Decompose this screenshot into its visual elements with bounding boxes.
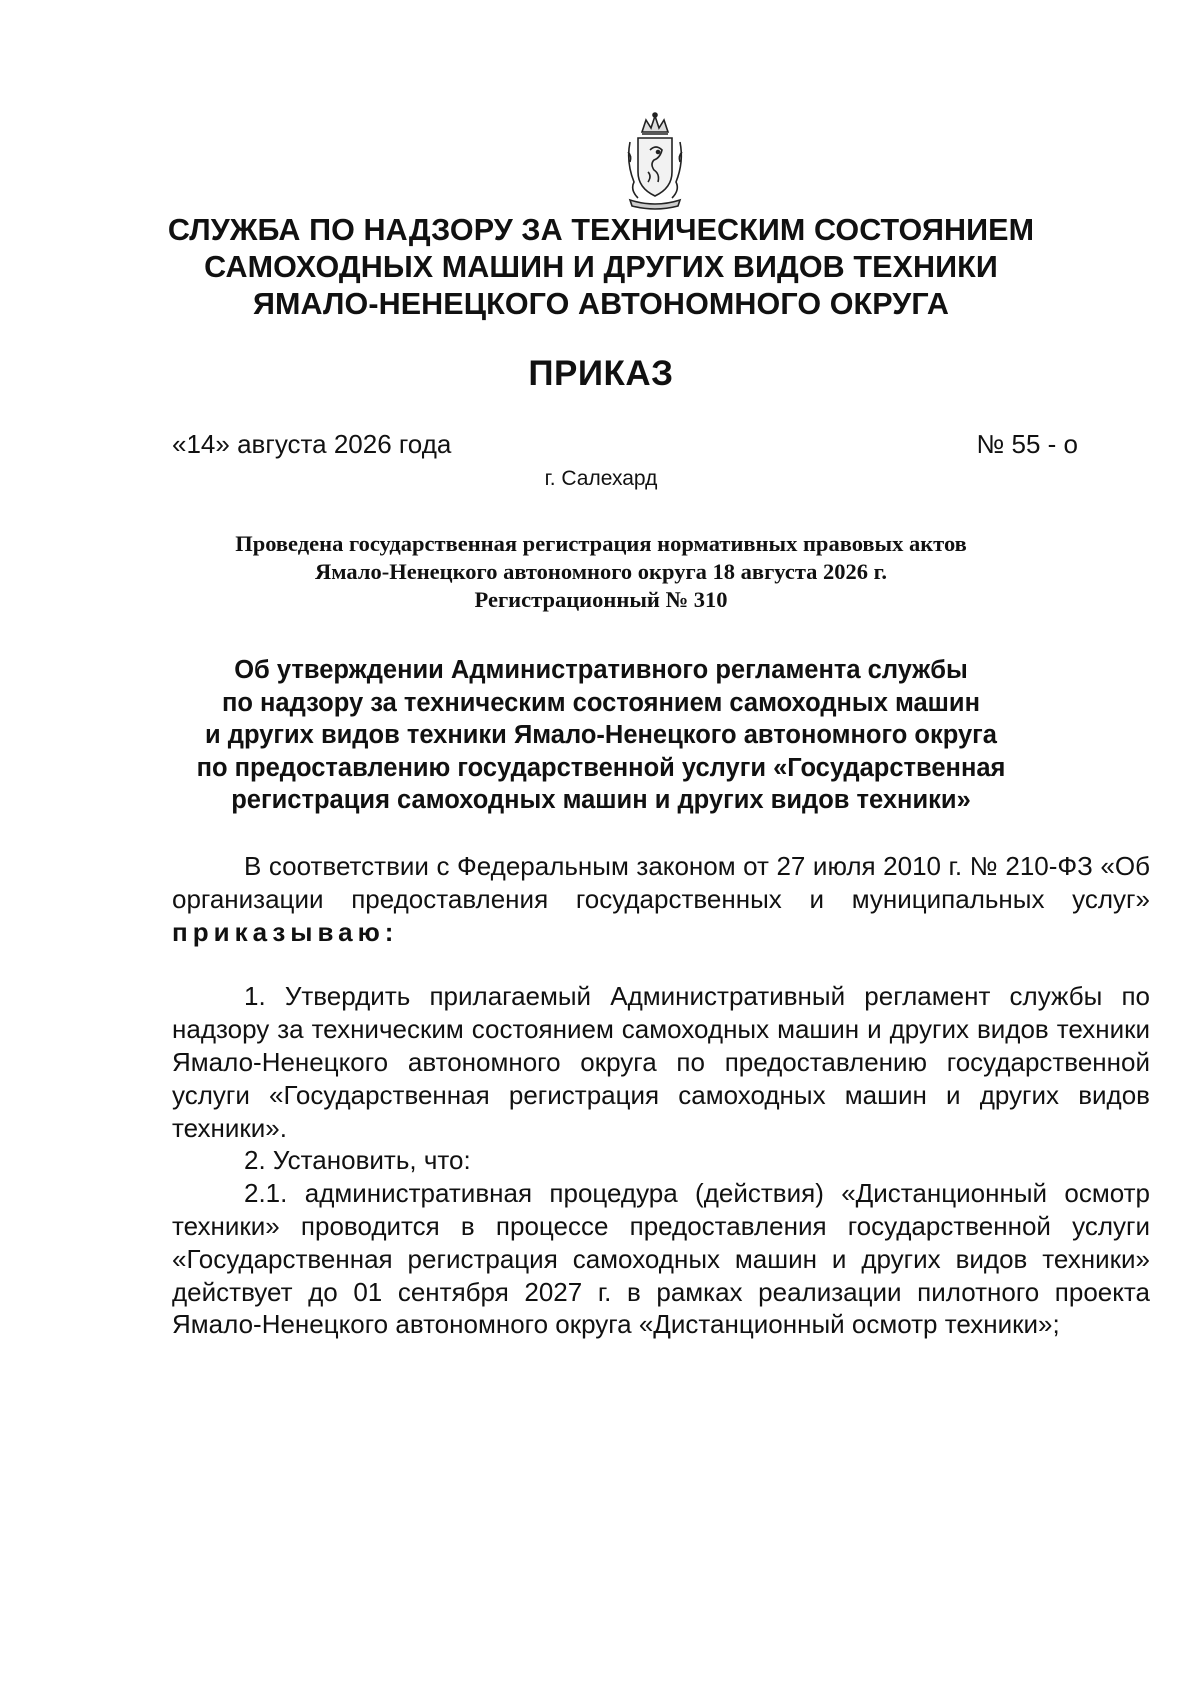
agency-name-line-2: САМОХОДНЫХ МАШИН И ДРУГИХ ВИДОВ ТЕХНИКИ bbox=[204, 250, 998, 284]
item-2-paragraph: 2. Установить, что: bbox=[244, 1145, 471, 1176]
document-subject bbox=[120, 654, 1082, 817]
preamble-text: В соответствии с Федеральным законом от 27 июля 2010 г. № 210-ФЗ «Об организации предоставления государственных и муниципальных услуг» bbox=[172, 851, 1150, 914]
document-date: «14» августа 2026 года bbox=[172, 429, 452, 459]
agency-name bbox=[120, 212, 1082, 323]
agency-name-line-3: ЯМАЛО-НЕНЕЦКОГО АВТОНОМНОГО ОКРУГА bbox=[253, 287, 949, 321]
preamble-paragraph bbox=[172, 850, 1150, 948]
subject-line-5: регистрация самоходных машин и других видов техники» bbox=[231, 786, 971, 814]
subject-line-1: Об утверждении Административного регламента службы bbox=[234, 656, 968, 684]
subject-line-4: по предоставлению государственной услуги «Государственная bbox=[196, 753, 1006, 782]
agency-name-line-1: СЛУЖБА ПО НАДЗОРУ ЗА ТЕХНИЧЕСКИМ СОСТОЯНИЕМ bbox=[167, 213, 1035, 247]
registration-stamp bbox=[120, 530, 1082, 614]
item-1-paragraph: 1. Утвердить прилагаемый Административный регламент службы по надзору за техническим состоянием самоходных машин и других видов техники Ямало-Ненецкого автономного округа по предоставлению государственной услуги «Государственная регистрация самоходных машин и других видов техники». bbox=[172, 981, 1150, 1143]
order-verb: приказываю: bbox=[172, 916, 399, 947]
item-2-1-paragraph: 2.1. административная процедура (действия) «Дистанционный осмотр техники» проводится в процессе предоставления государственной услуги «Государственная регистрация самоходных машин и других видов техники» действует до 01 сентября 2027 г. в рамках реализации пилотного проекта Ямало-Ненецкого автономного округа «Дистанционный осмотр техники»; bbox=[172, 1178, 1150, 1340]
coat-of-arms-icon bbox=[620, 112, 690, 210]
subject-line-3: и других видов техники Ямало-Ненецкого автономного округа bbox=[205, 721, 997, 749]
registration-line-1: Проведена государственная регистрация нормативных правовых актов bbox=[235, 531, 967, 556]
subject-line-2: по надзору за техническим состоянием самоходных машин bbox=[221, 688, 981, 717]
document-type-title: ПРИКАЗ bbox=[528, 354, 674, 393]
document-city: г. Салехард bbox=[544, 467, 658, 490]
registration-line-2: Ямало-Ненецкого автономного округа 18 августа 2026 г. bbox=[315, 559, 887, 584]
document-body bbox=[172, 850, 1150, 1341]
document-number: № 55 - о bbox=[976, 429, 1078, 459]
registration-line-3: Регистрационный № 310 bbox=[474, 587, 728, 612]
